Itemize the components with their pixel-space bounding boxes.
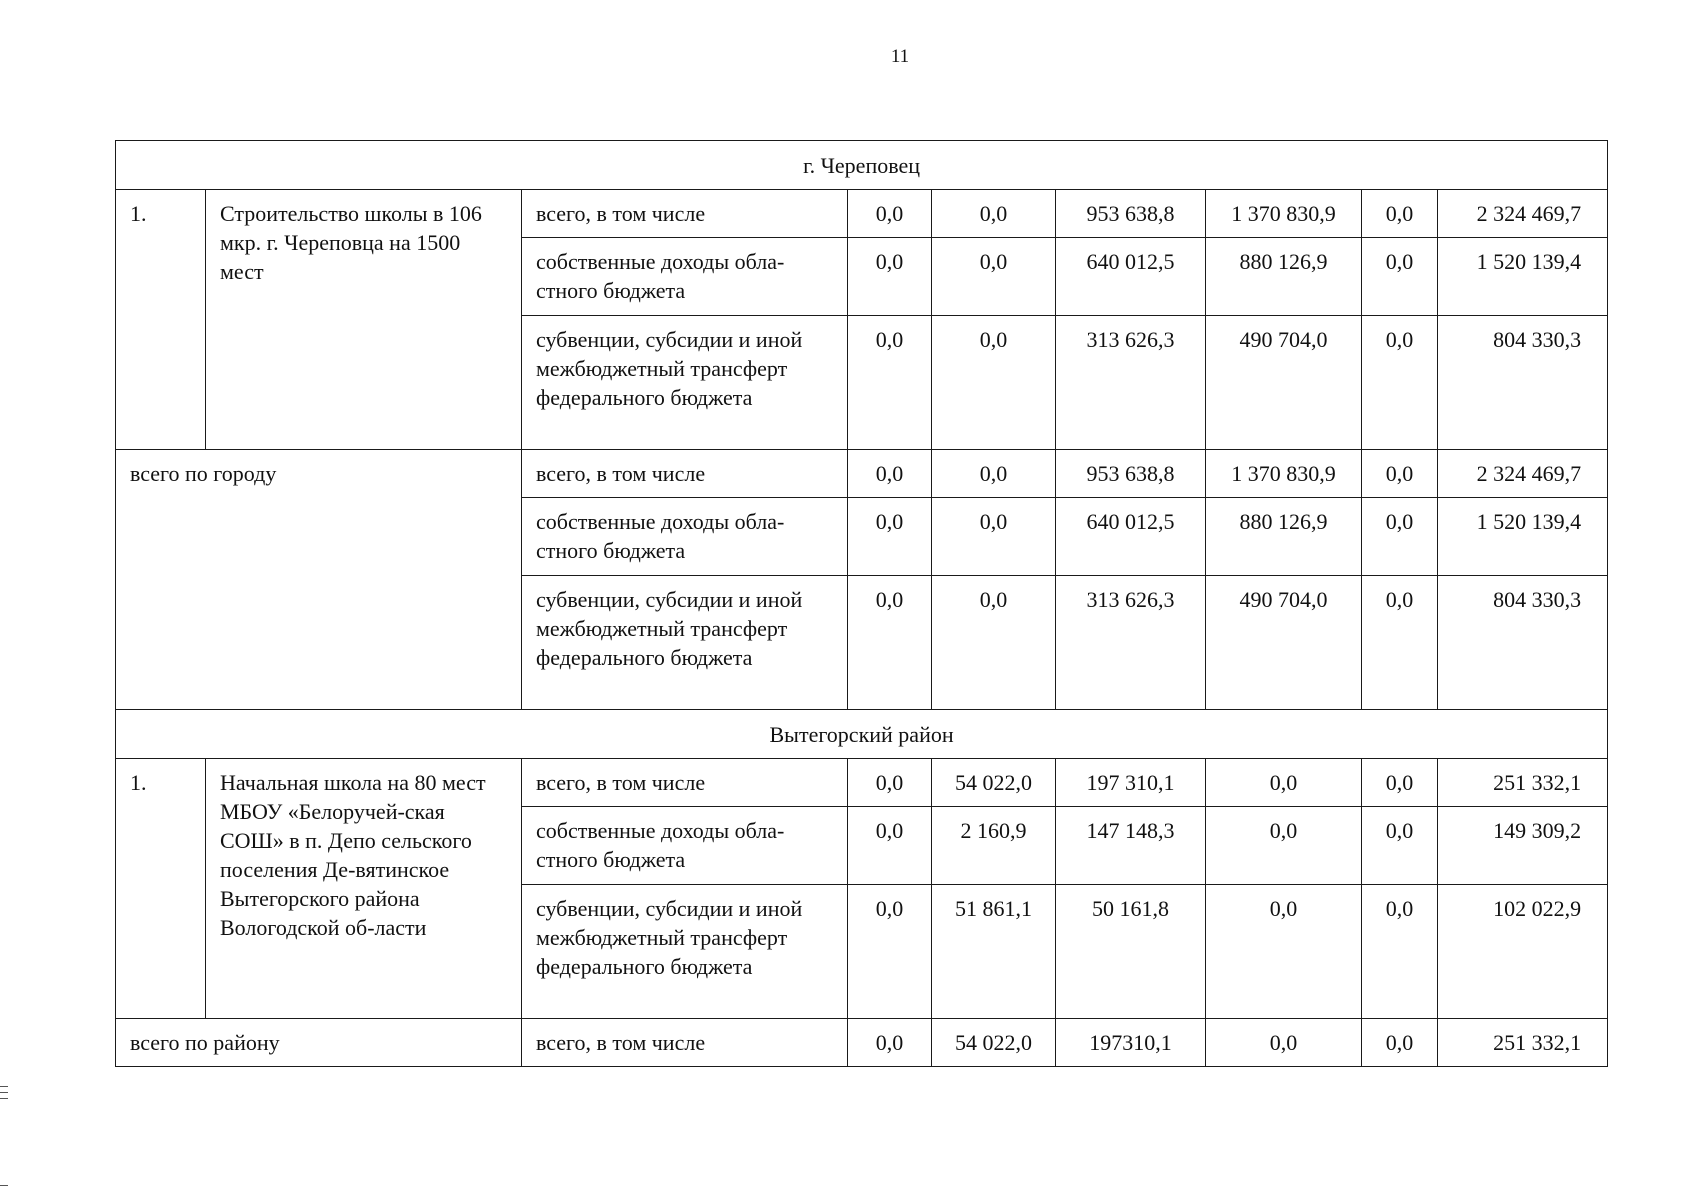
value-cell: 0,0 [848, 759, 932, 807]
value-cell: 640 012,5 [1056, 498, 1206, 576]
value-cell: 0,0 [932, 576, 1056, 710]
item-index: 1. [116, 759, 206, 1019]
row-label: всего, в том числе [522, 759, 848, 807]
total-value-cell: 102 022,9 [1438, 885, 1608, 1019]
value-cell: 147 148,3 [1056, 807, 1206, 885]
value-cell: 313 626,3 [1056, 576, 1206, 710]
value-cell: 490 704,0 [1206, 316, 1362, 450]
margin-mark [0, 1092, 8, 1093]
value-cell: 0,0 [1206, 1019, 1362, 1067]
value-cell: 197 310,1 [1056, 759, 1206, 807]
value-cell: 0,0 [848, 450, 932, 498]
value-cell: 0,0 [1362, 498, 1438, 576]
value-cell: 313 626,3 [1056, 316, 1206, 450]
section-title: Вытегорский район [116, 710, 1608, 759]
value-cell: 0,0 [1362, 576, 1438, 710]
row-label: субвенции, субсидии и иной межбюджетный трансферт федерального бюджета [522, 576, 848, 710]
value-cell: 880 126,9 [1206, 498, 1362, 576]
row-label: собственные доходы обла-стного бюджета [522, 238, 848, 316]
value-cell: 0,0 [1362, 759, 1438, 807]
row-label: собственные доходы обла-стного бюджета [522, 498, 848, 576]
value-cell: 0,0 [848, 190, 932, 238]
section-header-row [116, 141, 1608, 190]
total-value-cell: 1 520 139,4 [1438, 498, 1608, 576]
row-label: субвенции, субсидии и иной межбюджетный трансферт федерального бюджета [522, 885, 848, 1019]
value-cell: 490 704,0 [1206, 576, 1362, 710]
value-cell: 54 022,0 [932, 759, 1056, 807]
value-cell: 0,0 [1362, 807, 1438, 885]
value-cell: 880 126,9 [1206, 238, 1362, 316]
section-total-label: всего по району [116, 1019, 522, 1067]
total-value-cell: 251 332,1 [1438, 759, 1608, 807]
value-cell: 0,0 [848, 316, 932, 450]
budget-table [115, 140, 1608, 1067]
value-cell: 0,0 [848, 498, 932, 576]
total-value-cell: 1 520 139,4 [1438, 238, 1608, 316]
section-title: г. Череповец [116, 141, 1608, 190]
value-cell: 640 012,5 [1056, 238, 1206, 316]
value-cell: 0,0 [932, 450, 1056, 498]
table-row [116, 450, 1608, 498]
row-label: всего, в том числе [522, 1019, 848, 1067]
value-cell: 0,0 [848, 576, 932, 710]
item-name: Строительство школы в 106 мкр. г. Череповца на 1500 мест [206, 190, 522, 450]
page-number: 11 [890, 46, 910, 67]
value-cell: 0,0 [848, 885, 932, 1019]
value-cell: 0,0 [932, 238, 1056, 316]
value-cell: 0,0 [1206, 807, 1362, 885]
row-label: всего, в том числе [522, 450, 848, 498]
row-label: собственные доходы обла-стного бюджета [522, 807, 848, 885]
value-cell: 0,0 [848, 807, 932, 885]
total-value-cell: 2 324 469,7 [1438, 190, 1608, 238]
row-label: субвенции, субсидии и иной межбюджетный трансферт федерального бюджета [522, 316, 848, 450]
value-cell: 0,0 [1362, 238, 1438, 316]
value-cell: 197310,1 [1056, 1019, 1206, 1067]
value-cell: 0,0 [1206, 759, 1362, 807]
margin-mark [0, 1185, 8, 1186]
total-value-cell: 2 324 469,7 [1438, 450, 1608, 498]
value-cell: 0,0 [848, 1019, 932, 1067]
total-value-cell: 804 330,3 [1438, 576, 1608, 710]
table-row [116, 759, 1608, 807]
value-cell: 0,0 [1362, 1019, 1438, 1067]
value-cell: 0,0 [932, 498, 1056, 576]
item-name: Начальная школа на 80 мест МБОУ «Белоручей-ская СОШ» в п. Депо сельского поселения Де-вятинское Вытегорского района Вологодской об-ласти [206, 759, 522, 1019]
section-header-row [116, 710, 1608, 759]
value-cell: 54 022,0 [932, 1019, 1056, 1067]
table-row [116, 1019, 1608, 1067]
value-cell: 0,0 [932, 316, 1056, 450]
value-cell: 50 161,8 [1056, 885, 1206, 1019]
margin-mark [0, 1098, 8, 1099]
section-total-label: всего по городу [116, 450, 522, 710]
value-cell: 51 861,1 [932, 885, 1056, 1019]
row-label: всего, в том числе [522, 190, 848, 238]
value-cell: 1 370 830,9 [1206, 450, 1362, 498]
value-cell: 953 638,8 [1056, 190, 1206, 238]
table-row [116, 190, 1608, 238]
total-value-cell: 251 332,1 [1438, 1019, 1608, 1067]
item-index: 1. [116, 190, 206, 450]
value-cell: 0,0 [1362, 316, 1438, 450]
total-value-cell: 149 309,2 [1438, 807, 1608, 885]
value-cell: 0,0 [1206, 885, 1362, 1019]
value-cell: 0,0 [932, 190, 1056, 238]
margin-mark [0, 1086, 8, 1087]
value-cell: 0,0 [848, 238, 932, 316]
total-value-cell: 804 330,3 [1438, 316, 1608, 450]
value-cell: 0,0 [1362, 190, 1438, 238]
value-cell: 1 370 830,9 [1206, 190, 1362, 238]
value-cell: 0,0 [1362, 450, 1438, 498]
value-cell: 0,0 [1362, 885, 1438, 1019]
value-cell: 953 638,8 [1056, 450, 1206, 498]
value-cell: 2 160,9 [932, 807, 1056, 885]
